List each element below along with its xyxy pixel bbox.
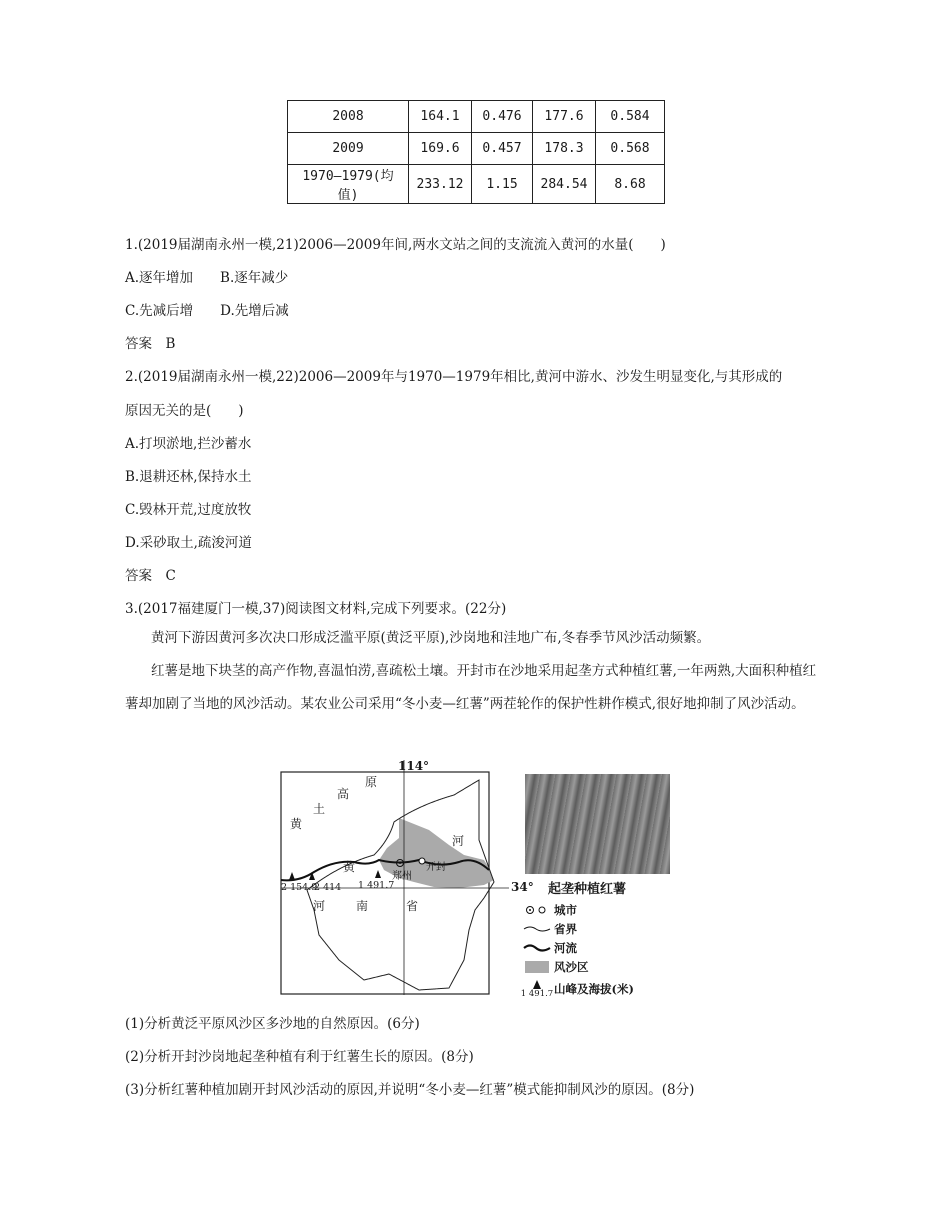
plateau-label: 土 [313, 802, 326, 816]
plateau-label: 原 [365, 775, 378, 789]
legend-label: 山峰及海拔(米) [554, 982, 634, 996]
legend-row [520, 976, 634, 1002]
question-3-sub-2: (2)分析开封沙岗地起垄种植有利于红薯生长的原因。(8分) [125, 1049, 474, 1065]
paragraph-text: 黄河下游因黄河多次决口形成泛滥平原(黄泛平原),沙岗地和洼地广布,冬春季节风沙活动频繁。 [151, 630, 711, 646]
table-cell: 233.12 [409, 165, 472, 204]
table-cell: 284.54 [533, 165, 596, 204]
question-2-stem-cont: 原因无关的是( ) [125, 403, 244, 419]
table-cell: 0.476 [472, 101, 533, 133]
province-label: 省 [406, 899, 419, 913]
province-label: 南 [356, 899, 369, 913]
kaifeng-label: 开封 [426, 862, 446, 873]
data-table [287, 100, 665, 204]
question-2-answer: 答案 C [125, 568, 176, 584]
question-3-sub-3: (3)分析红薯种植加剧开封风沙活动的原因,并说明“冬小麦—红薯”模式能抑制风沙的原因。(8分) [125, 1082, 695, 1098]
legend-label: 城市 [554, 902, 577, 917]
peak-icon [289, 872, 295, 880]
photo-caption: 起垄种植红薯 [548, 882, 627, 897]
plateau-label: 黄 [290, 817, 303, 831]
paragraph-text: 红薯是地下块茎的高产作物,喜温怕涝,喜疏松土壤。开封市在沙地采用起垄方式种植红薯,一年两熟,大面积种植红薯却加剧了当地的风沙活动。某农业公司采用“冬小麦—红薯”两茬轮作的保护性耕作模式,很好地抑制了风沙活动。 [125, 663, 817, 712]
table-cell: 177.6 [533, 101, 596, 133]
question-3-paragraph-1 [125, 622, 825, 655]
table-cell: 178.3 [533, 133, 596, 165]
question-2-option-a: A.打坝淤地,拦沙蓄水 [125, 436, 252, 452]
latitude-label: 34° [511, 880, 534, 894]
peak-icon [309, 872, 315, 880]
table-cell: 2008 [288, 101, 409, 133]
table-cell: 1970—1979(均值) [288, 165, 409, 204]
question-2-option-c: C.毁林开荒,过度放牧 [125, 502, 252, 518]
table-cell: 164.1 [409, 101, 472, 133]
legend-row [520, 938, 634, 957]
zhengzhou-label: 郑州 [392, 871, 412, 882]
sand-area-icon [520, 960, 554, 974]
table-cell: 0.457 [472, 133, 533, 165]
legend-row [520, 957, 634, 976]
river-label: 黄 [343, 860, 356, 874]
table-cell: 2009 [288, 133, 409, 165]
question-1-options-ab: A.逐年增加 B.逐年减少 [125, 270, 289, 286]
zhengzhou-city-dot [399, 862, 401, 864]
legend-label: 河流 [554, 940, 577, 955]
legend-peak-sample: 1 491.7 [520, 989, 554, 999]
table-cell: 169.6 [409, 133, 472, 165]
table-cell: 0.568 [596, 133, 665, 165]
longitude-label: 114° [398, 759, 430, 773]
peak-icon [520, 979, 554, 999]
map-legend [520, 900, 634, 1002]
question-3-paragraph-2 [125, 655, 825, 721]
peak-elevation: 2 154.9 [281, 882, 318, 893]
table-row [288, 165, 665, 204]
question-3-stem: 3.(2017福建厦门一模,37)阅读图文材料,完成下列要求。(22分) [125, 601, 507, 617]
ridge-planting-photo [525, 774, 670, 874]
legend-label: 风沙区 [554, 959, 589, 974]
table-row [288, 101, 665, 133]
kaifeng-city-icon [419, 858, 425, 864]
question-2-stem: 2.(2019届湖南永州一模,22)2006—2009年与1970—1979年相比,黄河中游水、沙发生明显变化,与其形成的 [125, 369, 783, 385]
question-1-answer: 答案 B [125, 336, 176, 352]
legend-label: 省界 [554, 921, 577, 936]
city-icon [520, 904, 554, 916]
river-label: 河 [452, 834, 465, 848]
peak-icon [375, 870, 381, 878]
table-row [288, 133, 665, 165]
peak-elevation: 1 491.7 [358, 880, 395, 891]
question-2-option-d: D.采砂取土,疏浚河道 [125, 535, 252, 551]
legend-row [520, 900, 634, 919]
border-icon [520, 923, 554, 935]
legend-row [520, 919, 634, 938]
question-1-stem: 1.(2019届湖南永州一模,21)2006—2009年间,两水文站之间的支流流入黄河的水量( ) [125, 237, 666, 253]
peak-elevation: 2 414 [314, 882, 342, 893]
question-3-sub-1: (1)分析黄泛平原风沙区多沙地的自然原因。(6分) [125, 1016, 420, 1032]
table-cell: 0.584 [596, 101, 665, 133]
table-cell: 1.15 [472, 165, 533, 204]
river-icon [520, 942, 554, 954]
plateau-label: 高 [337, 787, 350, 801]
province-label: 河 [313, 899, 326, 913]
table-cell: 8.68 [596, 165, 665, 204]
question-1-options-cd: C.先减后增 D.先增后减 [125, 303, 289, 319]
question-2-option-b: B.退耕还林,保持水土 [125, 469, 252, 485]
